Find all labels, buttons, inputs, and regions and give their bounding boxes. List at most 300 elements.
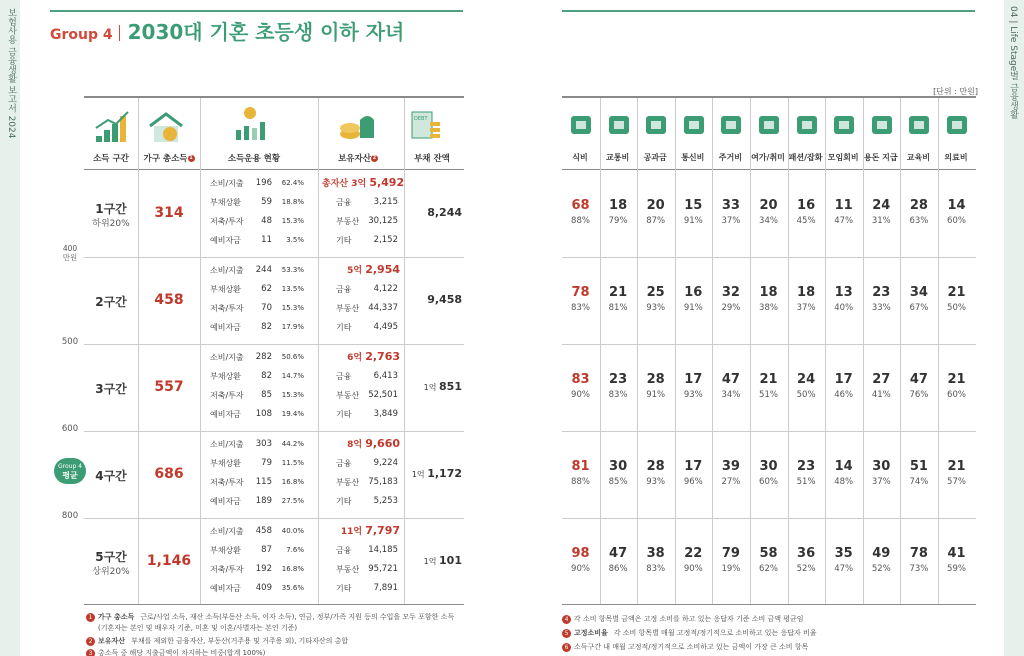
spending-header: 여가/취미 [751, 153, 785, 162]
usage-label: 저축/투자 [210, 391, 244, 400]
spending-amount: 78 [571, 284, 590, 300]
footnote [86, 636, 348, 646]
spending-header: 패션/잡화 [788, 153, 823, 162]
building-icon [718, 112, 744, 138]
usage-percent: 15.3% [281, 391, 304, 399]
spending-amount: 30 [759, 458, 778, 474]
fixed-spend-rate: 88% [571, 476, 590, 487]
asset-total-value: 9,660 [365, 437, 400, 450]
spending-amount: 28 [646, 458, 665, 474]
footnote-label: 고정소비율 [574, 629, 608, 637]
header-income-management: 소득운용 현황 [227, 154, 281, 164]
spending-amount: 14 [834, 458, 853, 474]
right-table-top-rule [562, 96, 976, 98]
usage-amount: 115 [255, 477, 272, 487]
top-rule-right [562, 10, 975, 12]
footnote-text: 소득구간 내 매월 고정적/정기적으로 소비하고 있는 금액이 가장 큰 소비 항목 [574, 643, 809, 651]
groceries-icon [568, 112, 594, 138]
footnote-number: 1 [86, 613, 95, 622]
spending-amount: 38 [646, 545, 665, 561]
spending-col-sep [675, 98, 676, 604]
group-label: Group 4 [50, 27, 113, 43]
usage-label: 부채상환 [210, 372, 241, 381]
row-divider-right [562, 344, 976, 345]
usage-percent: 11.5% [281, 459, 304, 467]
fixed-spend-rate: 62% [759, 563, 778, 574]
asset-label: 기타 [336, 497, 352, 506]
footnote [562, 614, 804, 624]
usage-amount: 85 [261, 390, 272, 400]
fixed-spend-rate: 83% [608, 389, 628, 400]
fixed-spend-rate: 85% [608, 476, 628, 487]
usage-amount: 189 [255, 496, 272, 506]
spending-amount: 17 [834, 371, 853, 387]
fixed-spend-rate: 37% [871, 476, 891, 487]
asset-value: 4,495 [373, 322, 398, 332]
asset-label: 금융 [336, 198, 352, 207]
usage-amount: 108 [255, 409, 272, 419]
row-divider-right [562, 431, 976, 432]
footnote-text: 부채를 제외한 금융자산, 부동산(거주용 및 거주용 외), 기타자산의 총합 [131, 637, 349, 645]
usage-label: 부채상환 [210, 198, 241, 207]
col-sep-2 [200, 98, 201, 604]
footnote-number: 2 [86, 637, 95, 646]
asset-prefix: 6억 [347, 353, 366, 363]
usage-amount: 458 [255, 526, 272, 536]
wallet-icon [869, 112, 895, 138]
asset-value: 5,253 [373, 496, 398, 506]
spending-amount: 21 [947, 284, 966, 300]
asset-value: 2,152 [373, 235, 398, 245]
usage-label: 예비자금 [210, 497, 241, 506]
fixed-spend-rate: 93% [646, 476, 666, 487]
footnote-number: 5 [562, 629, 571, 638]
row-divider-right [562, 257, 976, 258]
medicine-icon [944, 112, 970, 138]
section-label: 5구간 [95, 549, 127, 564]
asset-total-value: 5,492 [369, 176, 405, 189]
usage-amount: 82 [261, 322, 272, 332]
fixed-spend-rate: 60% [947, 215, 966, 226]
header-household-income-text: 가구 총소득 [143, 154, 188, 164]
section-sub: 하위20% [92, 218, 130, 229]
y-label-500: 500 [61, 337, 79, 347]
asset-total-value: 2,954 [365, 263, 400, 276]
usage-percent: 3.5% [286, 236, 304, 244]
asset-total [322, 350, 400, 363]
usage-label: 소비/지출 [210, 179, 244, 188]
footnote-text: 총소득 중 해당 지출금액이 차지하는 비중(합계 100%) [98, 649, 266, 656]
y-label-400-unit: 만원 [62, 253, 78, 262]
fixed-spend-rate: 31% [871, 215, 891, 226]
debt-prefix: 1억 [423, 382, 440, 392]
asset-value: 14,185 [368, 545, 398, 555]
asset-value: 7,891 [373, 583, 398, 593]
spending-amount: 20 [646, 197, 665, 213]
fixed-spend-rate: 37% [796, 302, 816, 313]
usage-percent: 62.4% [281, 179, 304, 187]
usage-label: 예비자금 [210, 323, 241, 332]
usage-percent: 13.5% [281, 285, 304, 293]
usage-amount: 244 [255, 265, 272, 275]
asset-prefix: 총자산 3억 [322, 179, 370, 189]
footnote-number: 3 [86, 649, 95, 656]
usage-label: 소비/지출 [210, 266, 244, 275]
usage-percent: 53.3% [281, 266, 304, 274]
spending-amount: 23 [797, 458, 816, 474]
spending-amount: 98 [571, 545, 590, 561]
train-icon [606, 112, 632, 138]
fixed-spend-rate: 46% [834, 389, 854, 400]
fixed-spend-rate: 90% [571, 389, 590, 400]
usage-percent: 18.8% [281, 198, 304, 206]
fixed-spend-rate: 47% [834, 215, 854, 226]
spending-amount: 21 [609, 284, 628, 300]
fixed-spend-rate: 91% [683, 302, 703, 313]
spending-amount: 47 [909, 371, 928, 387]
usage-percent: 17.9% [281, 323, 304, 331]
spending-amount: 13 [834, 284, 853, 300]
spending-amount: 79 [721, 545, 740, 561]
header-household-income [140, 152, 198, 164]
asset-value: 30,125 [368, 216, 398, 226]
asset-total [322, 176, 405, 189]
spending-amount: 27 [872, 371, 891, 387]
usage-percent: 14.7% [281, 372, 304, 380]
spending-amount: 83 [571, 371, 590, 387]
debt-amount: 101 [439, 553, 462, 567]
fixed-spend-rate: 38% [759, 302, 778, 313]
spending-amount: 51 [909, 458, 928, 474]
debt-value [404, 467, 462, 480]
asset-label: 부동산 [336, 304, 360, 313]
spending-header: 용돈 지급 [863, 153, 898, 162]
usage-label: 부채상환 [210, 546, 241, 555]
asset-label: 기타 [336, 410, 352, 419]
spending-amount: 16 [797, 197, 816, 213]
spending-amount: 47 [721, 371, 740, 387]
usage-percent: 16.8% [281, 478, 304, 486]
fixed-spend-rate: 19% [721, 563, 741, 574]
spending-amount: 36 [797, 545, 816, 561]
fixed-spend-rate: 48% [834, 476, 854, 487]
fixed-spend-rate: 86% [608, 563, 628, 574]
usage-amount: 62 [261, 284, 272, 294]
spending-amount: 58 [759, 545, 778, 561]
spending-amount: 81 [571, 458, 590, 474]
note-marker-1: 1 [189, 155, 193, 161]
fixed-spend-rate: 41% [871, 389, 891, 400]
fixed-spend-rate: 51% [796, 476, 816, 487]
page-title [50, 16, 404, 45]
fixed-spend-rate: 91% [646, 389, 666, 400]
usage-label: 예비자금 [210, 236, 241, 245]
section-label: 4구간 [95, 468, 127, 483]
usage-label: 저축/투자 [210, 217, 244, 226]
spending-amount: 17 [684, 458, 703, 474]
fixed-spend-rate: 51% [759, 389, 778, 400]
spending-amount: 47 [609, 545, 628, 561]
asset-value: 44,337 [368, 303, 398, 313]
spending-col-sep [788, 98, 789, 604]
badge-top: Group 4 [58, 463, 82, 470]
header-debt: 부채 잔액 [414, 154, 450, 164]
fashion-icon [794, 112, 820, 138]
usage-percent: 35.6% [281, 584, 304, 592]
spending-header: 모임회비 [827, 153, 859, 162]
title-divider [119, 25, 120, 41]
fixed-spend-rate: 93% [683, 389, 703, 400]
spending-amount: 18 [759, 284, 778, 300]
section-label: 3구간 [95, 381, 127, 396]
section-sub: 상위20% [92, 566, 130, 577]
footnote [86, 648, 265, 656]
leisure-icon [756, 112, 782, 138]
spending-header: 주거비 [718, 153, 742, 162]
fixed-spend-rate: 60% [759, 476, 778, 487]
usage-amount: 196 [255, 178, 272, 188]
debt-amount: 8,244 [427, 205, 462, 219]
footnote-label: 가구 총소득 [98, 613, 135, 621]
usage-label: 저축/투자 [210, 565, 244, 574]
fixed-spend-rate: 90% [571, 563, 590, 574]
asset-total [322, 263, 400, 276]
usage-percent: 27.5% [281, 497, 304, 505]
group-average-badge [54, 458, 86, 484]
fixed-spend-rate: 83% [646, 563, 666, 574]
spending-amount: 18 [797, 284, 816, 300]
spending-header: 교통비 [606, 153, 630, 162]
asset-value: 6,413 [373, 371, 398, 381]
debt-amount: 851 [439, 379, 462, 393]
phone-icon [681, 112, 707, 138]
fixed-spend-rate: 29% [721, 302, 741, 313]
asset-label: 금융 [336, 546, 352, 555]
debt-prefix: 1억 [411, 469, 428, 479]
fixed-spend-rate: 50% [947, 302, 966, 313]
usage-label: 소비/지출 [210, 353, 244, 362]
fixed-spend-rate: 52% [796, 563, 816, 574]
spending-amount: 35 [834, 545, 853, 561]
asset-label: 기타 [336, 584, 352, 593]
asset-label: 금융 [336, 285, 352, 294]
section-label: 1구간 [95, 201, 127, 216]
usage-percent: 15.3% [281, 217, 304, 225]
usage-amount: 192 [255, 564, 272, 574]
fixed-spend-rate: 50% [796, 389, 816, 400]
usage-amount: 48 [261, 216, 272, 226]
note-marker-2: 2 [372, 155, 377, 161]
asset-value: 3,215 [373, 197, 398, 207]
asset-total-value: 7,797 [365, 524, 400, 537]
footnote [562, 628, 817, 638]
spending-amount: 33 [721, 197, 740, 213]
fixed-spend-rate: 90% [683, 563, 703, 574]
usage-label: 예비자금 [210, 410, 241, 419]
fixed-spend-rate: 88% [571, 215, 590, 226]
fixed-spend-rate: 74% [909, 476, 929, 487]
spending-amount: 24 [797, 371, 816, 387]
footnote-text: (기혼자는 본인 및 배우자 기준, 미혼 및 이혼/사별자는 본인 기준) [98, 624, 298, 632]
spending-col-sep [938, 98, 939, 604]
spending-amount: 41 [947, 545, 966, 561]
badge-bottom: 평균 [62, 471, 78, 480]
asset-total-value: 2,763 [365, 350, 400, 363]
debt-value [404, 380, 462, 393]
income-bracket-icon [94, 110, 130, 148]
spending-amount: 49 [872, 545, 891, 561]
household-income-value: 686 [154, 465, 184, 482]
top-rule-left [50, 10, 463, 12]
spending-amount: 68 [571, 197, 590, 213]
spending-amount: 21 [947, 458, 966, 474]
debt-value [404, 293, 462, 306]
usage-percent: 44.2% [281, 440, 304, 448]
header-assets [318, 152, 398, 164]
usage-amount: 79 [261, 458, 272, 468]
row-divider-left [84, 518, 464, 519]
right-header-bottom-rule [562, 169, 976, 170]
fixed-spend-rate: 59% [947, 563, 966, 574]
spending-amount: 32 [721, 284, 740, 300]
row-divider-left [84, 431, 464, 432]
y-label-800: 800 [61, 511, 79, 521]
usage-amount: 70 [261, 303, 272, 313]
spending-col-sep [825, 98, 826, 604]
footnote-number: 4 [562, 615, 571, 624]
asset-label: 부동산 [336, 217, 360, 226]
spending-amount: 15 [684, 197, 703, 213]
fixed-spend-rate: 47% [834, 563, 854, 574]
meeting-icon [831, 112, 857, 138]
fixed-spend-rate: 81% [608, 302, 628, 313]
debt-value [404, 554, 462, 567]
usage-amount: 11 [261, 235, 272, 245]
row-divider-left [84, 344, 464, 345]
fixed-spend-rate: 83% [571, 302, 590, 313]
spending-amount: 23 [872, 284, 891, 300]
asset-label: 기타 [336, 236, 352, 245]
fixed-spend-rate: 67% [909, 302, 929, 313]
usage-percent: 40.0% [281, 527, 304, 535]
debt-amount: 9,458 [427, 292, 462, 306]
spending-header: 통신비 [681, 153, 705, 162]
fixed-spend-rate: 34% [721, 389, 741, 400]
spending-amount: 28 [909, 197, 928, 213]
usage-label: 예비자금 [210, 584, 241, 593]
spending-amount: 30 [609, 458, 628, 474]
asset-label: 부동산 [336, 565, 360, 574]
asset-label: 금융 [336, 459, 352, 468]
footnote [86, 623, 297, 633]
usage-percent: 16.8% [281, 565, 304, 573]
side-text-left: 보험사용 금융생활 보고서 2024 [6, 8, 16, 139]
fixed-spend-rate: 96% [683, 476, 703, 487]
spending-amount: 25 [646, 284, 665, 300]
spending-amount: 16 [684, 284, 703, 300]
debt-icon [408, 108, 444, 146]
usage-amount: 59 [261, 197, 272, 207]
asset-total [322, 437, 400, 450]
spending-col-sep [750, 98, 751, 604]
fixed-spend-rate: 37% [721, 215, 741, 226]
fixed-spend-rate: 93% [646, 302, 666, 313]
svg-text:DEBT: DEBT [414, 116, 428, 122]
debt-prefix: 1억 [423, 556, 440, 566]
fixed-spend-rate: 27% [721, 476, 741, 487]
usage-label: 부채상환 [210, 285, 241, 294]
left-table-top-rule [84, 96, 464, 98]
footnote [562, 642, 808, 652]
usage-amount: 82 [261, 371, 272, 381]
asset-label: 금융 [336, 372, 352, 381]
spending-amount: 11 [834, 197, 853, 213]
section-label: 2구간 [95, 294, 127, 309]
asset-value: 95,721 [368, 564, 398, 574]
y-label-400 [60, 244, 80, 262]
asset-prefix: 11억 [340, 527, 366, 537]
usage-label: 소비/지출 [210, 440, 244, 449]
col-sep-4 [404, 98, 405, 604]
household-income-icon [146, 110, 186, 148]
col-sep-1 [138, 98, 139, 604]
col-sep-3 [318, 98, 319, 604]
fixed-spend-rate: 57% [947, 476, 966, 487]
utility-icon [643, 112, 669, 138]
left-header-bottom-rule [84, 169, 464, 170]
spending-amount: 28 [646, 371, 665, 387]
usage-percent: 7.6% [286, 546, 304, 554]
household-income-value: 458 [154, 291, 184, 308]
household-income-value: 557 [154, 378, 184, 395]
asset-value: 3,849 [373, 409, 398, 419]
asset-label: 부동산 [336, 391, 360, 400]
side-text-right: 04 | Life Stage별 금융생활 [1008, 6, 1018, 120]
debt-amount: 1,172 [427, 466, 462, 480]
spending-col-sep [600, 98, 601, 604]
income-management-icon [232, 106, 268, 146]
fixed-spend-rate: 63% [909, 215, 929, 226]
right-table-bottom-rule [562, 604, 976, 605]
footnote-text: 각 소비 항목별 금액은 고정 소비를 하고 있는 응답자 기준 소비 금액 평균임 [574, 615, 804, 623]
fixed-spend-rate: 79% [608, 215, 628, 226]
footnote-label: 보유자산 [98, 637, 126, 645]
spending-amount: 21 [947, 371, 966, 387]
graduation-cap-icon [906, 112, 932, 138]
usage-amount: 87 [261, 545, 272, 555]
y-label-600: 600 [61, 424, 79, 434]
spending-amount: 78 [909, 545, 928, 561]
fixed-spend-rate: 34% [759, 215, 778, 226]
spending-header: 교육비 [906, 153, 930, 162]
asset-total [322, 524, 400, 537]
debt-value [404, 206, 462, 219]
spending-amount: 20 [759, 197, 778, 213]
usage-amount: 282 [255, 352, 272, 362]
usage-label: 부채상환 [210, 459, 241, 468]
spending-amount: 22 [684, 545, 703, 561]
household-income-value: 314 [154, 204, 184, 221]
fixed-spend-rate: 76% [909, 389, 929, 400]
fixed-spend-rate: 73% [909, 563, 929, 574]
spending-amount: 18 [609, 197, 628, 213]
spending-amount: 30 [872, 458, 891, 474]
header-income-bracket: 소득 구간 [93, 154, 129, 164]
spending-amount: 21 [759, 371, 778, 387]
usage-label: 소비/지출 [210, 527, 244, 536]
spending-amount: 23 [609, 371, 628, 387]
household-income-value: 1,146 [146, 552, 192, 569]
